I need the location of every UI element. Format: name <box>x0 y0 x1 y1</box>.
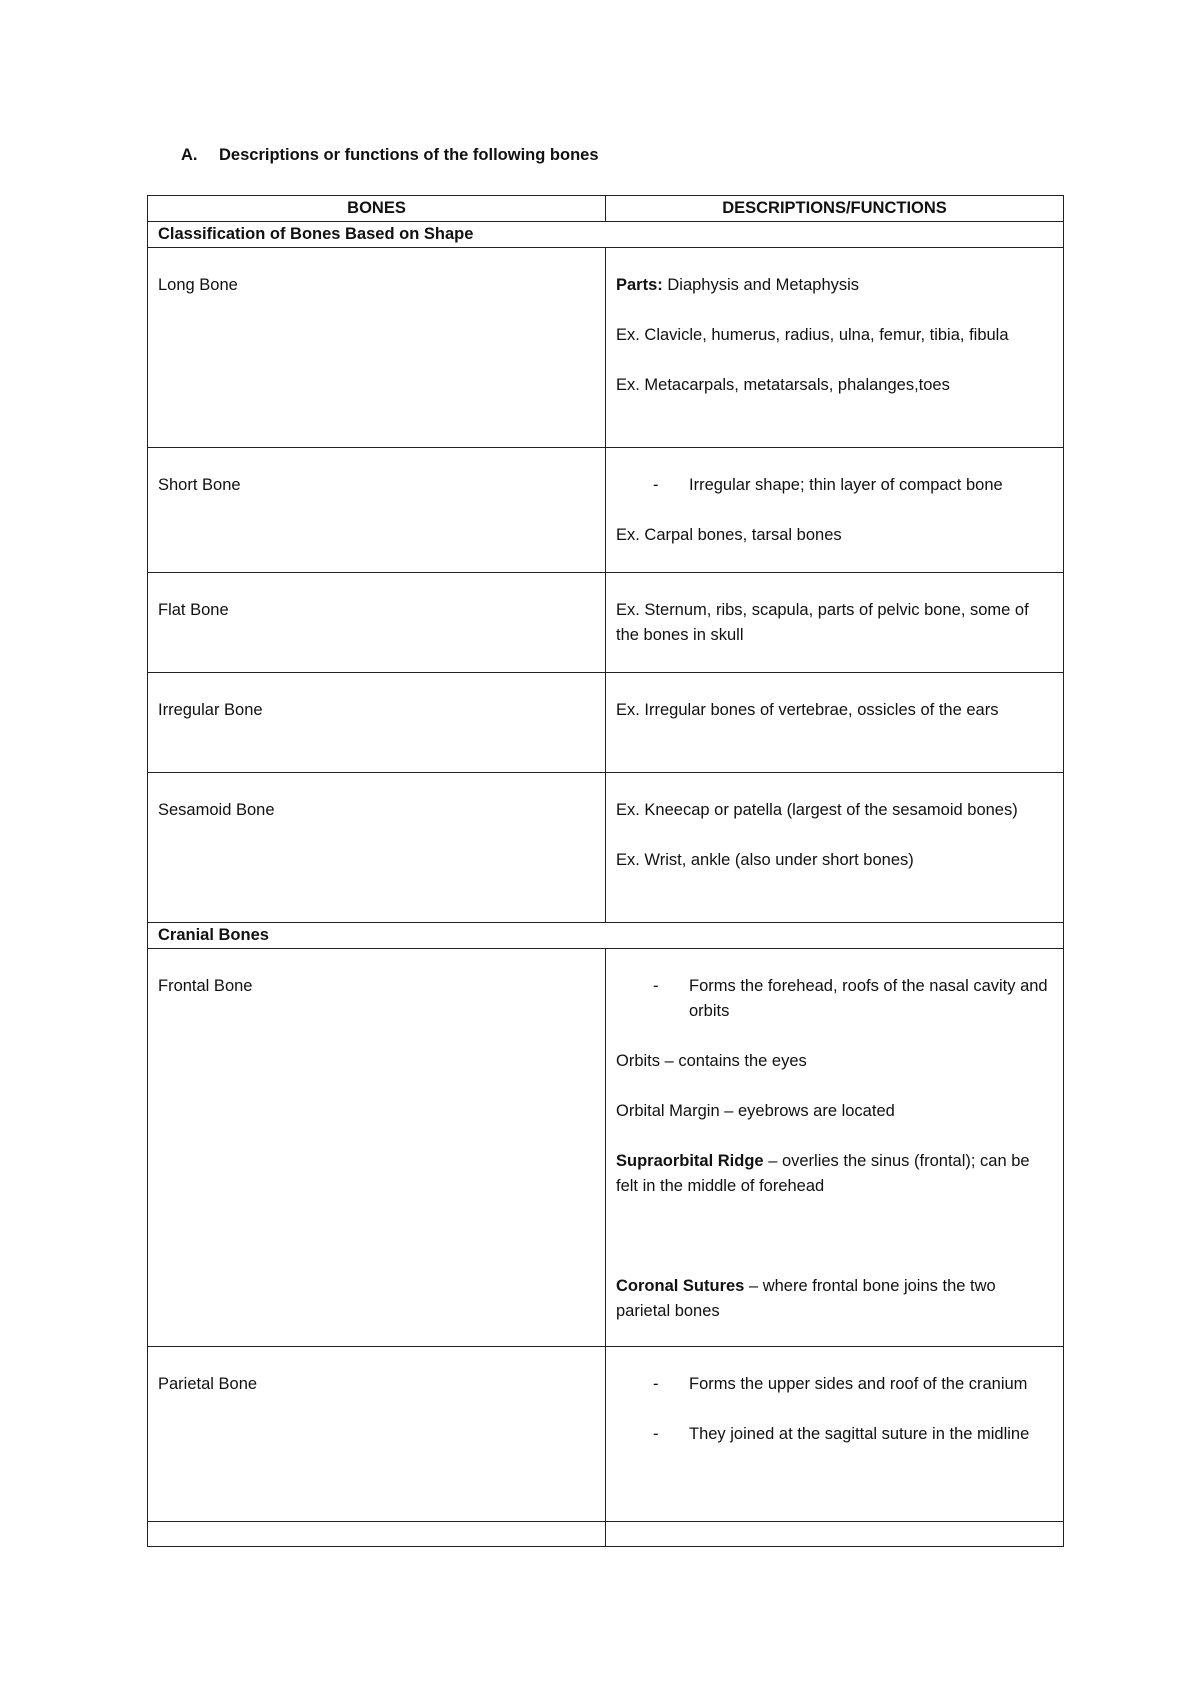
dash-bullet: - <box>653 476 659 494</box>
coronal-line <box>616 1274 1053 1324</box>
bullet-item <box>616 1422 1053 1447</box>
orbital-margin-line: Orbital Margin – eyebrows are located <box>616 1102 895 1120</box>
example-line: Ex. Irregular bones of vertebrae, ossicles of the ears <box>616 701 999 719</box>
example-line: Ex. Clavicle, humerus, radius, ulna, femur, tibia, fibula <box>616 326 1009 344</box>
parts-label: Parts: <box>616 276 663 294</box>
bullet-text: Forms the forehead, roofs of the nasal cavity and orbits <box>689 977 1048 1020</box>
dash-bullet: - <box>653 1375 659 1393</box>
bone-name: Long Bone <box>148 248 606 448</box>
empty-cell <box>606 1522 1064 1547</box>
orbits-line: Orbits – contains the eyes <box>616 1052 807 1070</box>
table-row <box>148 248 1064 448</box>
bones-table <box>147 195 1064 1547</box>
heading-marker: A. <box>181 146 198 164</box>
table-row <box>148 673 1064 773</box>
bone-description <box>606 448 1064 573</box>
supraorbital-text: – overlies the sinus (frontal); can be felt in the middle of forehead <box>616 1152 1030 1195</box>
parts-text: Diaphysis and Metaphysis <box>662 276 860 294</box>
coronal-label: Coronal Sutures <box>616 1277 745 1295</box>
bullet-text: They joined at the sagittal suture in the midline <box>689 1425 1030 1443</box>
bullet-item <box>616 1372 1053 1397</box>
example-line: Ex. Metacarpals, metatarsals, phalanges,toes <box>616 376 950 394</box>
example-line: Ex. Carpal bones, tarsal bones <box>616 526 842 544</box>
example-line: Ex. Sternum, ribs, scapula, parts of pelvic bone, some of the bones in skull <box>616 601 1029 644</box>
table-row-empty <box>148 1522 1064 1547</box>
bone-description <box>606 773 1064 923</box>
bone-description <box>606 573 1064 673</box>
table-row <box>148 448 1064 573</box>
table-header-row <box>148 196 1064 222</box>
section-title-shape: Classification of Bones Based on Shape <box>148 222 1064 248</box>
parts-line <box>616 273 1053 298</box>
bone-description <box>606 248 1064 448</box>
bone-description <box>606 949 1064 1347</box>
bullet-item <box>616 974 1053 1024</box>
section-title-cranial: Cranial Bones <box>148 923 1064 949</box>
bone-name: Sesamoid Bone <box>148 773 606 923</box>
section-heading <box>181 146 599 165</box>
dash-bullet: - <box>653 1425 659 1443</box>
table-row <box>148 1347 1064 1522</box>
example-line: Ex. Wrist, ankle (also under short bones) <box>616 851 914 869</box>
heading-text: Descriptions or functions of the following bones <box>219 146 599 164</box>
bone-name: Frontal Bone <box>148 949 606 1347</box>
section-row-shape <box>148 222 1064 248</box>
bullet-text: Forms the upper sides and roof of the cranium <box>689 1375 1028 1393</box>
bone-description <box>606 1347 1064 1522</box>
table-row <box>148 949 1064 1347</box>
section-row-cranial <box>148 923 1064 949</box>
header-descriptions: DESCRIPTIONS/FUNCTIONS <box>606 196 1064 222</box>
bone-name: Short Bone <box>148 448 606 573</box>
table-row <box>148 773 1064 923</box>
bone-name: Flat Bone <box>148 573 606 673</box>
bone-name: Parietal Bone <box>148 1347 606 1522</box>
bone-name: Irregular Bone <box>148 673 606 773</box>
bullet-item <box>616 473 1053 498</box>
table-row <box>148 573 1064 673</box>
coronal-text: – where frontal bone joins the two parietal bones <box>616 1277 996 1320</box>
header-bones: BONES <box>148 196 606 222</box>
supraorbital-line <box>616 1149 1053 1199</box>
dash-bullet: - <box>653 977 659 995</box>
bullet-text: Irregular shape; thin layer of compact bone <box>689 476 1003 494</box>
bone-description <box>606 673 1064 773</box>
empty-cell <box>148 1522 606 1547</box>
example-line: Ex. Kneecap or patella (largest of the sesamoid bones) <box>616 801 1018 819</box>
supraorbital-label: Supraorbital Ridge <box>616 1152 764 1170</box>
